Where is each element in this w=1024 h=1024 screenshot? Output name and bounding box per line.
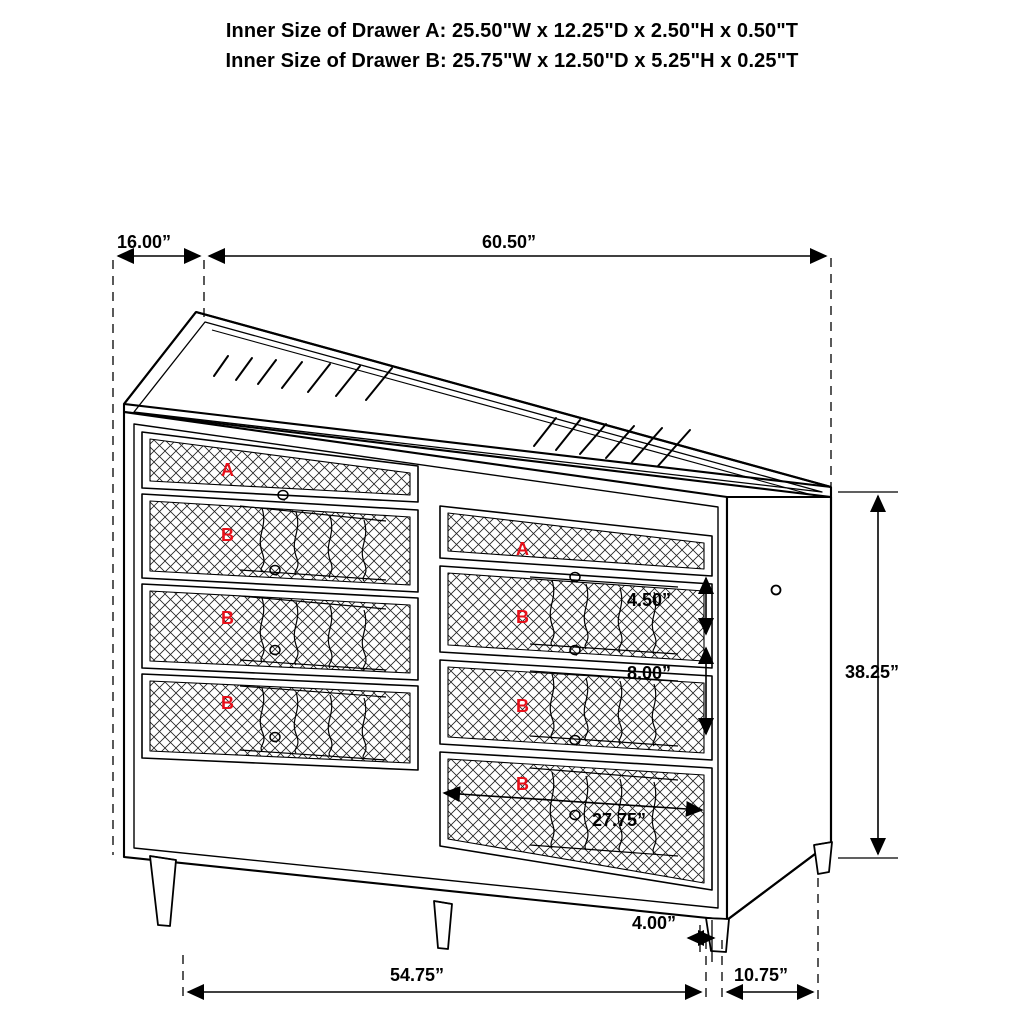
dim-depth-top: 16.00” bbox=[117, 232, 172, 252]
inner-size-drawer-a-text: Inner Size of Drawer A: 25.50"W x 12.25"D x 2.50"H x 0.50"T bbox=[225, 20, 799, 42]
dim-drawer-a-height: 4.50” bbox=[627, 590, 672, 610]
dim-side-depth: 10.75” bbox=[734, 965, 789, 985]
drawer-label-a-right: A bbox=[516, 539, 529, 559]
drawer-label-b-right-2: B bbox=[516, 696, 529, 716]
dim-drawer-b-height: 8.00” bbox=[627, 663, 672, 683]
drawer-label-b-left-2: B bbox=[221, 608, 234, 628]
dim-width-top: 60.50” bbox=[482, 232, 537, 252]
inner-size-drawer-b-text: Inner Size of Drawer B: 25.75"W x 12.50"D x 5.25"H x 0.25"T bbox=[225, 50, 799, 72]
dim-front-width: 54.75” bbox=[390, 965, 445, 985]
dim-height-right: 38.25” bbox=[845, 662, 900, 682]
drawer-label-b-right-1: B bbox=[516, 607, 529, 627]
drawer-label-a-left: A bbox=[221, 460, 234, 480]
dim-drawer-width: 27.75” bbox=[592, 810, 647, 830]
drawer-label-b-left-1: B bbox=[221, 525, 234, 545]
dim-leg-height: 4.00” bbox=[632, 913, 677, 933]
drawer-label-b-left-3: B bbox=[221, 693, 234, 713]
drawer-label-b-right-3: B bbox=[516, 774, 529, 794]
